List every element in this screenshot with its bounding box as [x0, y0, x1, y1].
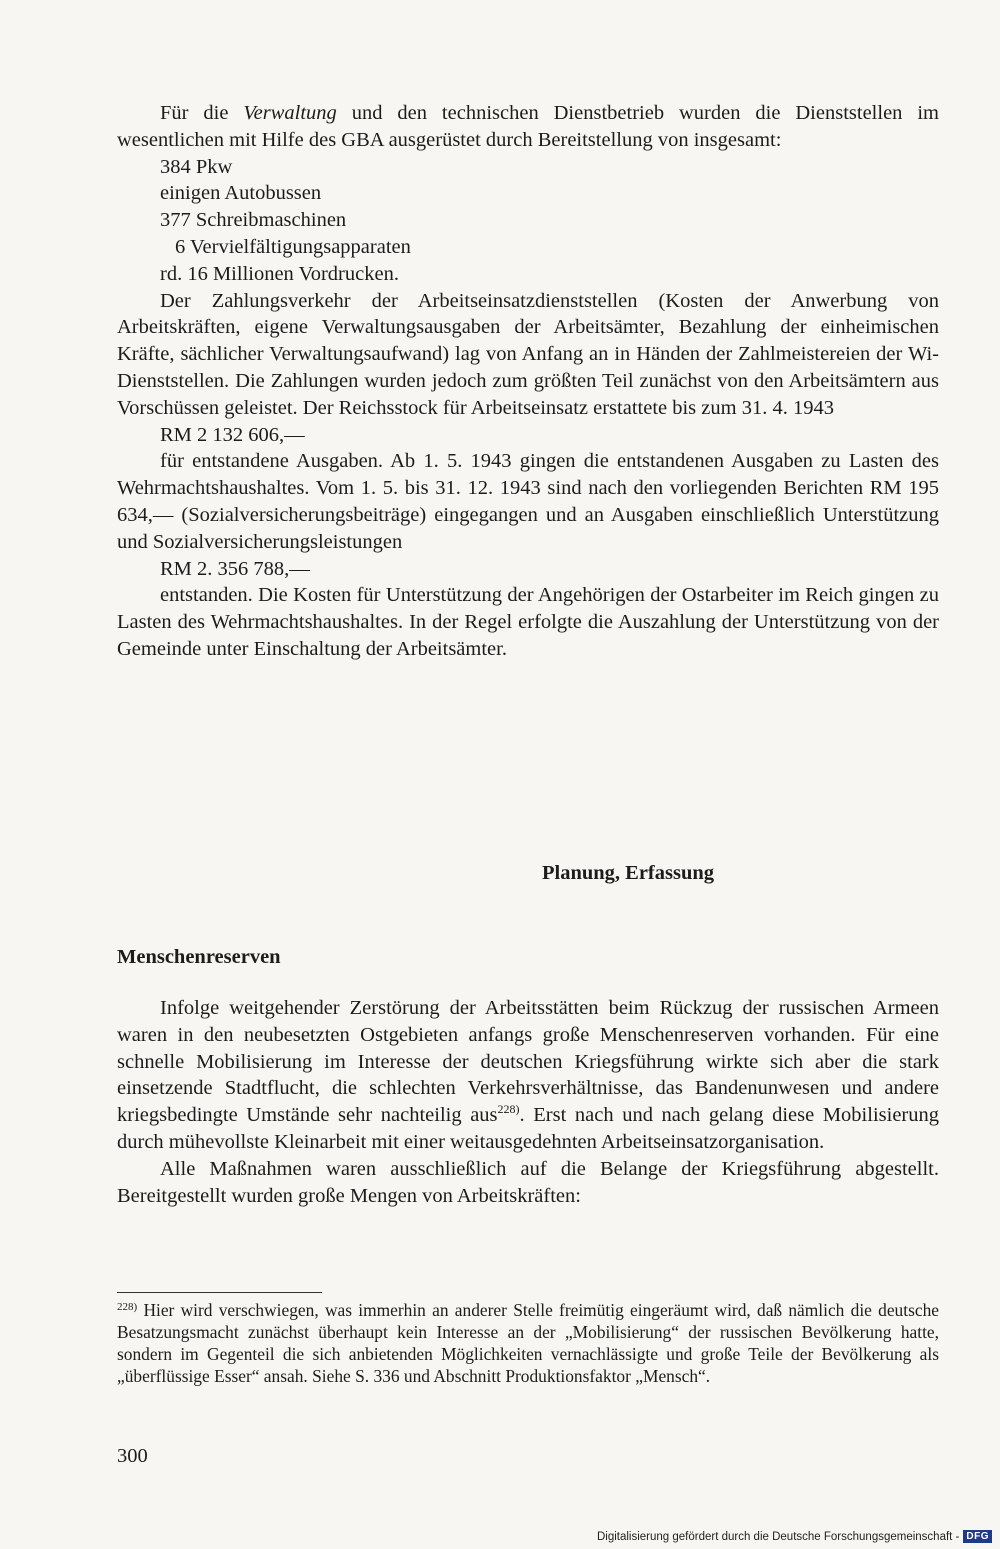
- footnote-divider: [117, 1292, 322, 1293]
- list-item: einigen Autobussen: [160, 182, 322, 205]
- amount-2: RM 2. 356 788,—: [160, 557, 310, 580]
- paragraph-menschenreserven: [117, 995, 939, 1156]
- footnote-mark: 228): [117, 1301, 138, 1313]
- subsection-title: Menschenreserven: [117, 946, 281, 968]
- amount-1: RM 2 132 606,—: [160, 423, 305, 446]
- page-body: [117, 100, 939, 1467]
- digitization-credit: [597, 1530, 992, 1543]
- section-title: Planung, Erfassung: [541, 862, 715, 884]
- list-item: 377 Schreibmaschinen: [160, 209, 347, 232]
- para1-emphasis: Verwaltung: [243, 102, 337, 124]
- paragraph-verwaltung: [117, 100, 939, 154]
- paragraph-zahlungsverkehr: Der Zahlungsverkehr der Arbeitseinsatzdienststellen (Kosten der Anwerbung von Arbeitskräften, eigene Verwaltungsausgaben der Arbeitsämter, Bezahlung der einheimischen Kräfte, sächlicher Verwaltungsaufwand) lag von Anfang an in Händen der Zahlmeistereien der Wi-Dienststellen. Die Zahlungen wurden jedoch zum größten Teil zunächst von den Arbeitsämtern aus Vorschüssen geleistet. Der Reichsstock für Arbeitseinsatz erstattete bis zum 31. 4. 1943: [117, 289, 939, 419]
- list-item: rd. 16 Millionen Vordrucken.: [160, 262, 399, 285]
- para1-post: und den technischen Dienstbetrieb wurden die Dienststellen im wesentlichen mit Hilfe des GBA ausgerüstet durch Bereitstellung von insgesamt:: [117, 102, 939, 151]
- paragraph-kosten: entstanden. Die Kosten für Unterstützung der Angehörigen der Ostarbeiter im Reich gingen zu Lasten des Wehrmachtshaushaltes. In der Regel erfolgte die Auszahlung der Unterstützung von der Gemeinde unter Einschaltung der Arbeitsämter.: [117, 584, 939, 660]
- paragraph-ausgaben: für entstandene Ausgaben. Ab 1. 5. 1943 gingen die entstandenen Ausgaben zu Lasten des Wehrmachtshaushaltes. Vom 1. 5. bis 31. 12. 1943 sind nach den vorliegenden Berichten RM 195 634,— (Sozialversicherungsbeiträge) eingegangen und an Ausgaben einschließlich Unterstützung und Sozialversicherungsleistungen: [117, 450, 939, 553]
- list-item: 6 Vervielfältigungsapparaten: [175, 235, 411, 258]
- footnote-ref[interactable]: 228): [497, 1102, 520, 1117]
- para5-pre: Infolge weitgehender Zerstörung der Arbeitsstätten beim Rückzug der russischen Armeen waren in den neubesetzten Ostgebieten anfangs große Menschenreserven vorhanden. Für eine schnelle Mobilisierung im Interesse der deutschen Kriegsführung wirkte sich aber die stark einsetzende Stadtflucht, die schlechten Verkehrsverhältnisse, das Bandenunwesen und andere kriegsbedingte Umstände sehr nachteilig aus: [117, 997, 939, 1127]
- page-number: 300: [117, 1445, 148, 1467]
- dfg-logo: DFG: [963, 1530, 992, 1543]
- section-body: [117, 995, 939, 1209]
- paragraph-massnahmen: Alle Maßnahmen waren ausschließlich auf die Belange der Kriegsführung abgestellt. Bereitgestellt wurden große Mengen von Arbeitskräften:: [117, 1157, 939, 1207]
- credit-text: Digitalisierung gefördert durch die Deutsche Forschungsgemeinschaft -: [596, 1530, 960, 1543]
- para5-post: . Erst nach und nach gelang diese Mobilisierung durch mühevollste Kleinarbeit mit einer weitausgedehnten Arbeitseinsatzorganisation.: [117, 1104, 939, 1153]
- footnote: [117, 1296, 939, 1387]
- footnote-text: Hier wird verschwiegen, was immerhin an anderer Stelle freimütig eingeräumt wird, daß nämlich die deutsche Besatzungsmacht zunächst überhaupt kein Interesse an der „Mobilisierung“ der russischen Bevölkerung hatte, sondern im Gegenteil die sich anbietenden Möglichkeiten vernachlässigte und große Teile der Bevölkerung als „überflüssige Esser“ ansah. Siehe S. 336 und Abschnitt Produktionsfaktor „Mensch“.: [117, 1300, 939, 1386]
- para1-pre: Für die: [160, 102, 244, 124]
- list-item: 384 Pkw: [160, 155, 233, 178]
